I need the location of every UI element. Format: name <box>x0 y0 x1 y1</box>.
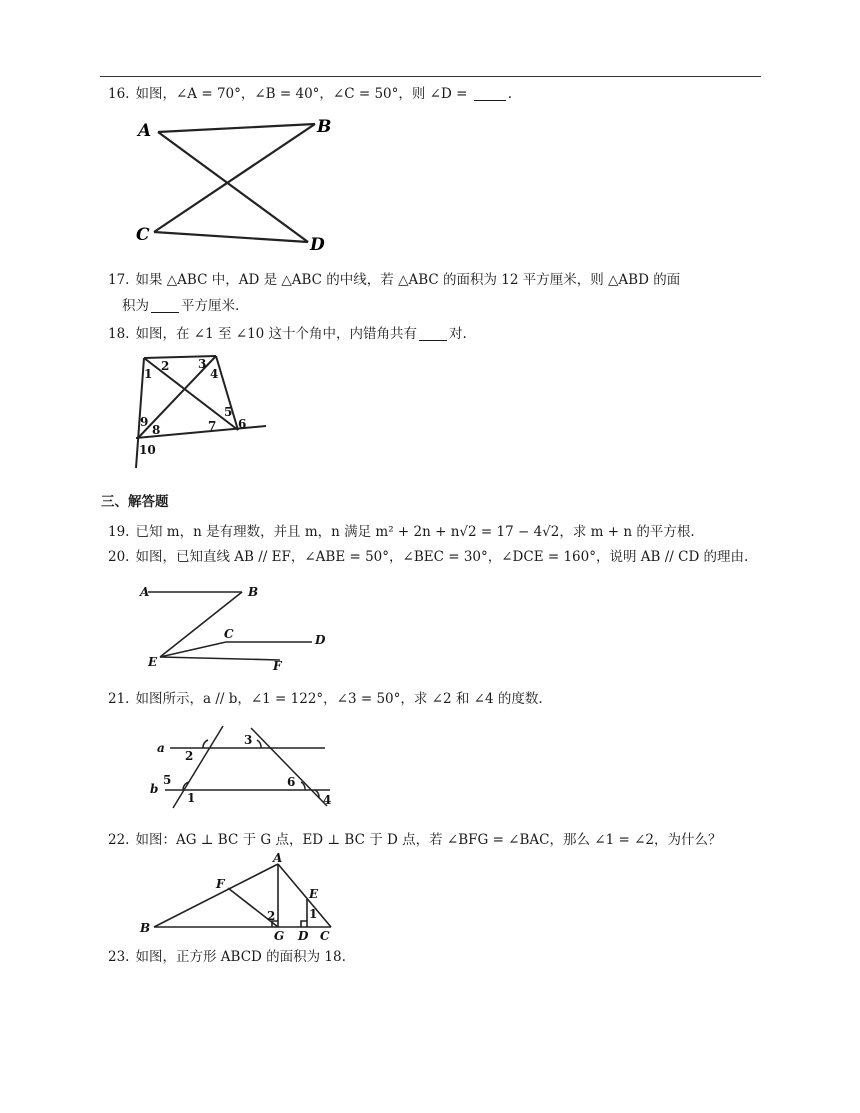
question-text: 如图：AG ⊥ BC 于 G 点，ED ⊥ BC 于 D 点，若 ∠BFG = ∠BAC，那么 ∠1 = ∠2，为什么？ <box>135 832 722 848</box>
question-text: 如图，在 ∠1 至 ∠10 这十个角中，内错角共有 <box>135 326 418 342</box>
label-1: 1 <box>144 367 153 381</box>
label-8: 8 <box>152 423 161 437</box>
label-F: F <box>273 659 282 672</box>
question-number: 22. <box>108 832 130 848</box>
answer-blank[interactable] <box>151 298 179 313</box>
question-20 <box>108 547 748 567</box>
label-B: B <box>317 117 332 137</box>
question-text: 如图所示，a // b，∠1 = 122°，∠3 = 50°，求 ∠2 和 ∠4 的度数. <box>135 691 543 707</box>
label-3: 3 <box>244 733 253 747</box>
question-19 <box>108 522 695 542</box>
label-a: a <box>157 741 165 755</box>
label-3: 3 <box>198 357 207 371</box>
label-2: 2 <box>185 749 194 763</box>
label-C: C <box>320 929 330 943</box>
question-text: 如图，已知直线 AB // EF，∠ABE = 50°，∠BEC = 30°，∠DCE = 160°，说明 AB // CD 的理由. <box>135 549 749 565</box>
label-6: 6 <box>238 417 247 431</box>
label-F: F <box>216 877 225 891</box>
question-text: 如果 △ABC 中，AD 是 △ABC 的中线，若 △ABC 的面积为 12 平方厘米，则 △ABD 的面 <box>135 272 681 288</box>
figure-22 <box>136 852 346 944</box>
label-E: E <box>309 887 319 901</box>
question-21 <box>108 689 543 709</box>
question-text: 已知 m，n 是有理数，并且 m，n 满足 m² + 2n + n√2 = 17 − 4√2，求 m + n 的平方根. <box>135 524 695 540</box>
label-E: E <box>148 655 158 669</box>
question-17 <box>108 270 680 290</box>
question-number: 21. <box>108 691 130 707</box>
question-text: 积为 <box>122 298 149 314</box>
label-A: A <box>140 585 150 599</box>
label-b: b <box>150 782 159 796</box>
label-B: B <box>140 921 151 935</box>
section-heading: 三、解答题 <box>101 494 169 510</box>
label-C: C <box>224 627 234 641</box>
question-22 <box>108 830 721 850</box>
figure-21 <box>145 722 345 812</box>
question-number: 19. <box>108 524 130 540</box>
label-1: 1 <box>309 907 318 921</box>
answer-blank[interactable] <box>419 326 447 341</box>
label-C: C <box>136 225 150 245</box>
label-5: 5 <box>163 773 172 787</box>
question-23 <box>108 947 346 967</box>
label-1: 1 <box>187 791 196 805</box>
label-G: G <box>274 929 285 943</box>
label-2: 2 <box>161 359 170 373</box>
header-rule <box>100 76 761 77</box>
answer-blank[interactable] <box>474 86 506 101</box>
question-end: . <box>507 86 513 102</box>
question-number: 16. <box>108 86 130 102</box>
label-D: D <box>315 633 326 647</box>
question-number: 17. <box>108 272 130 288</box>
label-2: 2 <box>267 909 276 923</box>
figure-16 <box>128 110 338 260</box>
question-text: 如图，∠A = 70°，∠B = 40°，∠C = 50°，则 ∠D = <box>135 86 472 102</box>
question-number: 20. <box>108 549 130 565</box>
question-number: 23. <box>108 949 130 965</box>
label-D: D <box>298 929 309 943</box>
label-4: 4 <box>323 793 332 807</box>
label-4: 4 <box>210 367 219 381</box>
question-17-continued <box>122 296 239 316</box>
label-5: 5 <box>224 405 233 419</box>
question-16 <box>108 84 512 104</box>
label-9: 9 <box>140 415 149 429</box>
figure-20 <box>130 580 345 672</box>
question-number: 18. <box>108 326 130 342</box>
question-text: 对. <box>449 326 467 342</box>
label-A: A <box>273 852 283 865</box>
question-18 <box>108 324 467 344</box>
question-text: 如图，正方形 ABCD 的面积为 18. <box>135 949 346 965</box>
label-D: D <box>310 235 325 255</box>
label-6: 6 <box>287 775 296 789</box>
label-A: A <box>138 121 152 141</box>
label-B: B <box>248 585 259 599</box>
label-7: 7 <box>208 419 217 433</box>
label-10: 10 <box>139 443 156 457</box>
figure-18 <box>128 350 273 472</box>
question-text: 平方厘米. <box>181 298 240 314</box>
